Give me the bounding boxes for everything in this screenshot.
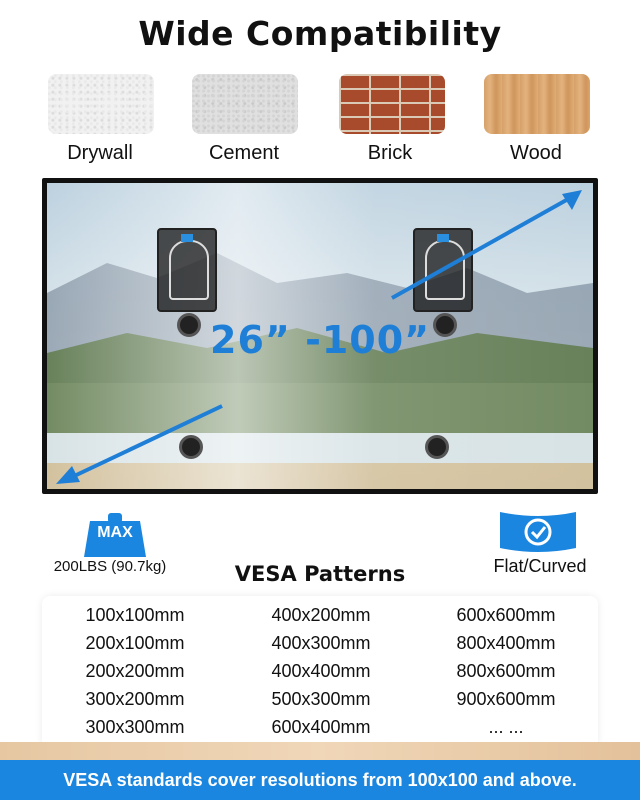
vesa-pattern: 600x400mm: [271, 717, 371, 737]
vesa-pattern: 100x100mm: [85, 605, 185, 625]
surface-label-cement: Cement: [208, 142, 280, 164]
vesa-pattern: 800x400mm: [456, 633, 556, 653]
brick-swatch: [339, 74, 445, 134]
vesa-pattern: 600x600mm: [456, 605, 556, 625]
vesa-grid: [42, 604, 598, 738]
vesa-pattern: 300x300mm: [85, 717, 185, 737]
wood-swatch: [484, 74, 590, 134]
vesa-pattern: 400x300mm: [271, 633, 371, 653]
surface-label-wood: Wood: [510, 142, 562, 164]
vesa-pattern: 400x200mm: [271, 605, 371, 625]
vesa-pattern-more: ... ...: [488, 717, 524, 737]
vesa-pattern: 800x600mm: [456, 661, 556, 681]
vesa-title: VESA Patterns: [234, 562, 406, 586]
weight-capacity: 200LBS (90.7kg): [53, 558, 167, 575]
screen-type-label: Flat/Curved: [493, 556, 587, 576]
vesa-pattern: 200x100mm: [85, 633, 185, 653]
footer-banner: VESA standards cover resolutions from 100x100 and above.: [0, 760, 640, 800]
drywall-swatch: [48, 74, 154, 134]
max-badge: MAX: [97, 524, 133, 541]
surface-label-drywall: Drywall: [67, 142, 133, 164]
vesa-pattern: 900x600mm: [456, 689, 556, 709]
tv-size-range: 26” -100”: [210, 318, 431, 362]
vesa-pattern: 200x200mm: [85, 661, 185, 681]
page-title: Wide Compatibility: [138, 14, 502, 53]
cement-swatch: [192, 74, 298, 134]
floor-strip: [0, 742, 640, 762]
vesa-pattern: 300x200mm: [85, 689, 185, 709]
vesa-pattern: 400x400mm: [271, 661, 371, 681]
vesa-panel: [42, 596, 598, 748]
flat-curved-screen-icon: [496, 508, 580, 556]
surface-label-brick: Brick: [367, 142, 413, 164]
vesa-pattern: 500x300mm: [271, 689, 371, 709]
